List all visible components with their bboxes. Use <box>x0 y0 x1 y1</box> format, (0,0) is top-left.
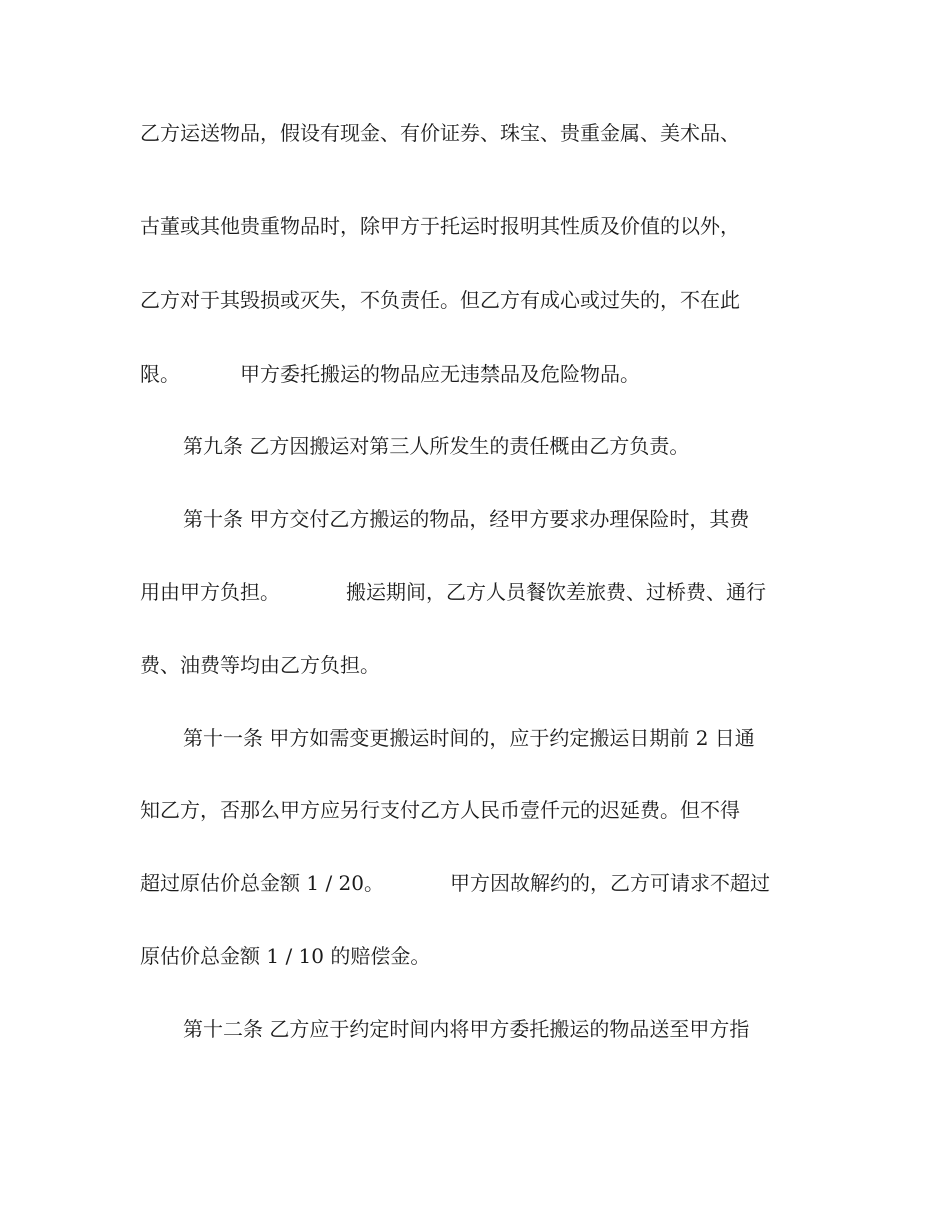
text-segment: 搬运期间，乙方人员餐饮差旅费、过桥费、通行 <box>346 580 766 604</box>
text-line <box>0 572 950 612</box>
article-heading-line <box>0 1009 950 1049</box>
text-segment: 第九条 乙方因搬运对第三人所发生的责任概由乙方负责。 <box>183 434 690 458</box>
text-line <box>0 354 950 394</box>
text-segment: 甲方因故解约的，乙方可请求不超过 <box>450 871 770 895</box>
text-line <box>0 280 950 320</box>
text-segment: 乙方对于其毁损或灭失，不负责任。但乙方有成心或过失的，不在此 <box>140 288 740 312</box>
text-segment: 超过原估价总金额 1 / 20。 <box>140 871 384 895</box>
text-segment: 第十条 甲方交付乙方搬运的物品，经甲方要求办理保险时，其费 <box>183 507 750 531</box>
text-line <box>0 936 950 976</box>
text-segment: 用由甲方负担。 <box>140 580 280 604</box>
text-line <box>0 206 950 246</box>
text-line <box>0 790 950 830</box>
text-segment: 第十一条 甲方如需变更搬运时间的，应于约定搬运日期前 2 日通 <box>183 726 755 750</box>
text-segment: 限。 <box>140 362 180 386</box>
article-heading-line <box>0 499 950 539</box>
text-segment: 原估价总金额 1 / 10 的赔偿金。 <box>140 944 431 968</box>
article-heading-line <box>0 426 950 466</box>
text-line <box>0 113 950 153</box>
text-segment: 第十二条 乙方应于约定时间内将甲方委托搬运的物品送至甲方指 <box>183 1017 750 1041</box>
text-segment: 乙方运送物品，假设有现金、有价证券、珠宝、贵重金属、美术品、 <box>140 121 740 145</box>
text-segment: 古董或其他贵重物品时，除甲方于托运时报明其性质及价值的以外， <box>140 214 740 238</box>
text-segment: 知乙方，否那么甲方应另行支付乙方人民币壹仟元的迟延费。但不得 <box>140 798 740 822</box>
text-line <box>0 645 950 685</box>
text-segment: 费、油费等均由乙方负担。 <box>140 653 380 677</box>
text-line <box>0 863 950 903</box>
article-heading-line <box>0 718 950 758</box>
text-segment: 甲方委托搬运的物品应无违禁品及危险物品。 <box>240 362 640 386</box>
